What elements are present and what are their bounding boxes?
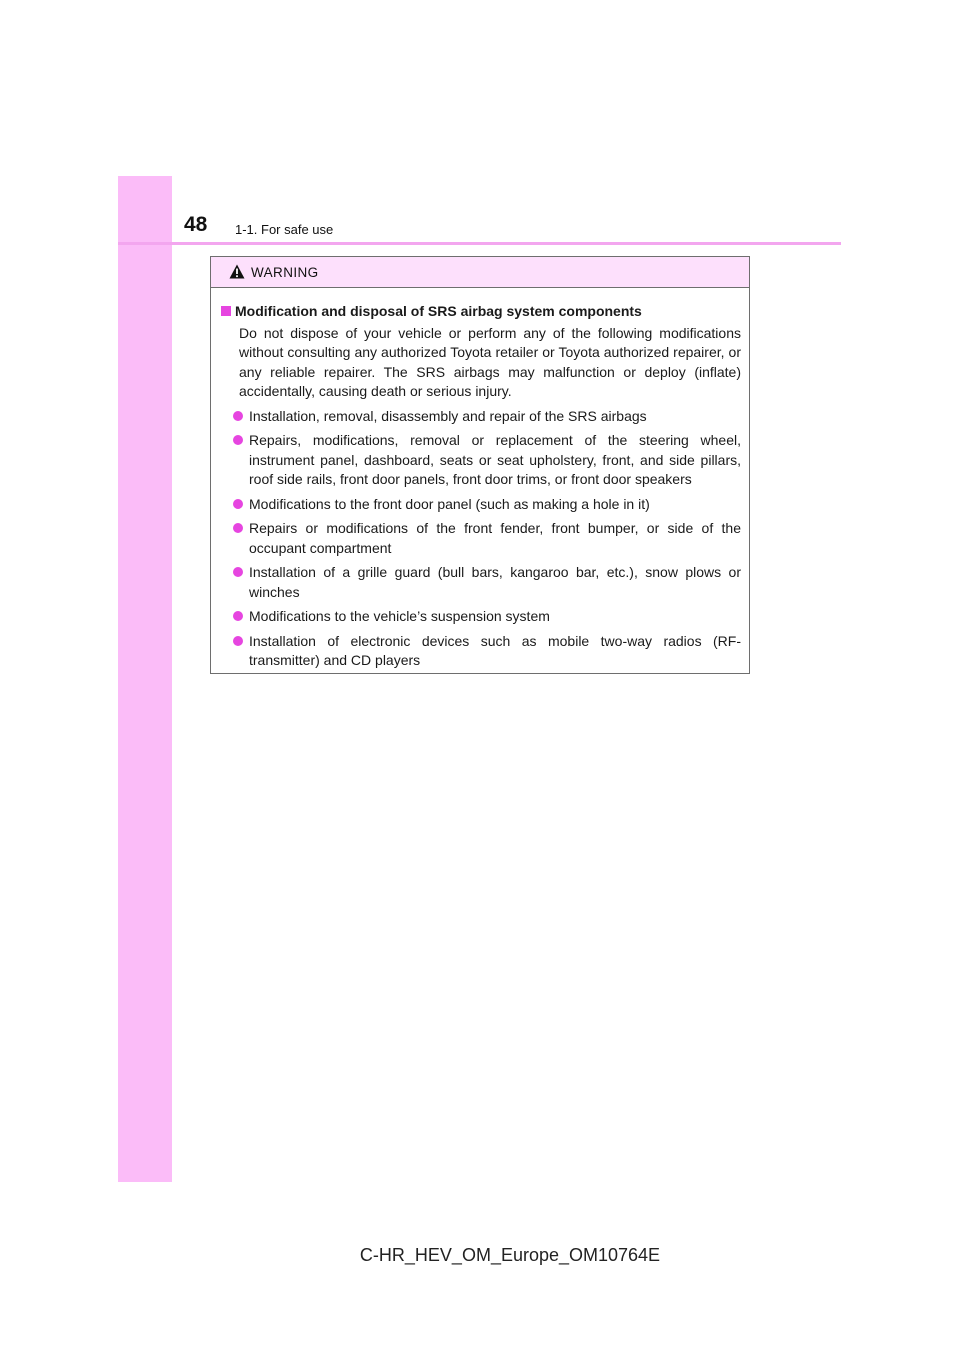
warning-triangle-icon [229,264,245,279]
warning-body [211,288,749,671]
list-item: Installation, removal, disassembly and repair of the SRS airbags [219,407,741,427]
warning-bullet-list [219,407,741,671]
list-item: Modifications to the front door panel (such as making a hole in it) [219,495,741,515]
list-item: Repairs or modifications of the front fender, front bumper, or side of the occupant compartment [219,519,741,558]
warning-subheading-row [219,302,741,322]
section-title: 1-1. For safe use [235,222,334,237]
warning-box [210,256,750,674]
list-item: Installation of electronic devices such as mobile two-way radios (RF-transmitter) and CD players [219,632,741,671]
list-item: Repairs, modifications, removal or replacement of the steering wheel, instrument panel, dashboard, seats or seat upholstery, front, and side pillars, roof side rails, front door panels, front door trims, or front door speakers [219,431,741,490]
footer-doc-code: C-HR_HEV_OM_Europe_OM10764E [359,1245,661,1265]
header-rule [118,242,841,245]
circle-bullet-icon [233,499,243,509]
circle-bullet-icon [233,523,243,533]
warning-intro: Do not dispose of your vehicle or perform any of the following modifications without consulting any authorized Toyota retailer or Toyota authorized repairer, or any reliable repairer. The SRS airbags may malfunction or deploy (inflate) accidentally, causing death or serious injury. [239,324,741,399]
side-tab-strip [118,176,172,1182]
circle-bullet-icon [233,567,243,577]
list-item: Modifications to the vehicle’s suspension system [219,607,741,627]
list-item: Installation of a grille guard (bull bars, kangaroo bar, etc.), snow plows or winches [219,563,741,602]
circle-bullet-icon [233,435,243,445]
circle-bullet-icon [233,636,243,646]
warning-subheading: Modification and disposal of SRS airbag system components [235,303,642,319]
page-number: 48 [184,213,208,236]
square-bullet-icon [221,306,231,316]
circle-bullet-icon [233,411,243,421]
warning-title: WARNING [251,265,319,280]
circle-bullet-icon [233,611,243,621]
warning-header [211,257,749,288]
